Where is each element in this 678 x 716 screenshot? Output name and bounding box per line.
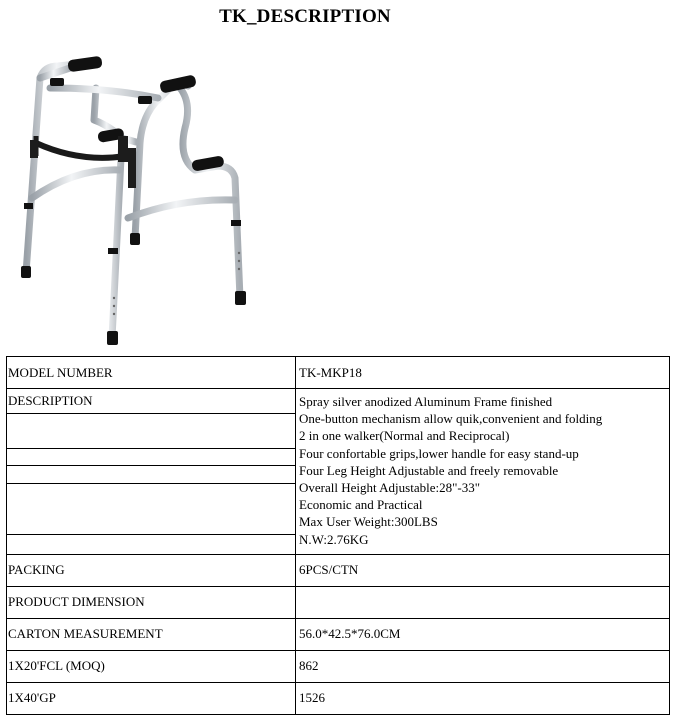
divider (7, 465, 295, 466)
row-value (296, 586, 670, 618)
walker-product-image (10, 48, 260, 348)
divider (7, 534, 295, 535)
table-row-packing (7, 554, 670, 586)
row-label: DESCRIPTION (8, 393, 93, 408)
description-line: Overall Height Adjustable:28"-33" (299, 480, 481, 496)
description-line: Spray silver anodized Aluminum Frame finished (299, 394, 553, 409)
table-row-product-dimension (7, 586, 670, 618)
description-line: N.W:2.76KG (299, 531, 369, 547)
row-label: CARTON MEASUREMENT (7, 618, 296, 650)
table-row-carton-measurement (7, 618, 670, 650)
row-value: 6PCS/CTN (296, 554, 670, 586)
divider (7, 483, 295, 484)
divider (7, 413, 295, 414)
description-values (296, 389, 670, 555)
row-label: PACKING (7, 554, 296, 586)
table-row-20fcl (7, 650, 670, 682)
table-row-description (7, 389, 670, 555)
description-label-cell (7, 389, 296, 555)
row-label: MODEL NUMBER (7, 357, 296, 389)
description-line: Max User Weight:300LBS (299, 514, 438, 530)
spec-table (6, 356, 670, 715)
description-line: Four confortable grips,lower handle for easy stand-up (299, 445, 579, 461)
row-value: TK-MKP18 (296, 357, 670, 389)
row-value: 1526 (296, 682, 670, 714)
description-line: Four Leg Height Adjustable and freely removable (299, 462, 559, 478)
row-label: 1X20'FCL (MOQ) (7, 650, 296, 682)
description-line: 2 in one walker(Normal and Reciprocal) (299, 428, 510, 444)
table-row-model-number (7, 357, 670, 389)
divider (7, 448, 295, 449)
row-label: 1X40'GP (7, 682, 296, 714)
row-value: 862 (296, 650, 670, 682)
description-line: Economic and Practical (299, 497, 423, 513)
description-line: One-button mechanism allow quik,convenient and folding (299, 411, 603, 427)
table-row-40gp (7, 682, 670, 714)
page-title: TK_DESCRIPTION (219, 6, 391, 27)
row-label: PRODUCT DIMENSION (7, 586, 296, 618)
row-value: 56.0*42.5*76.0CM (296, 618, 670, 650)
